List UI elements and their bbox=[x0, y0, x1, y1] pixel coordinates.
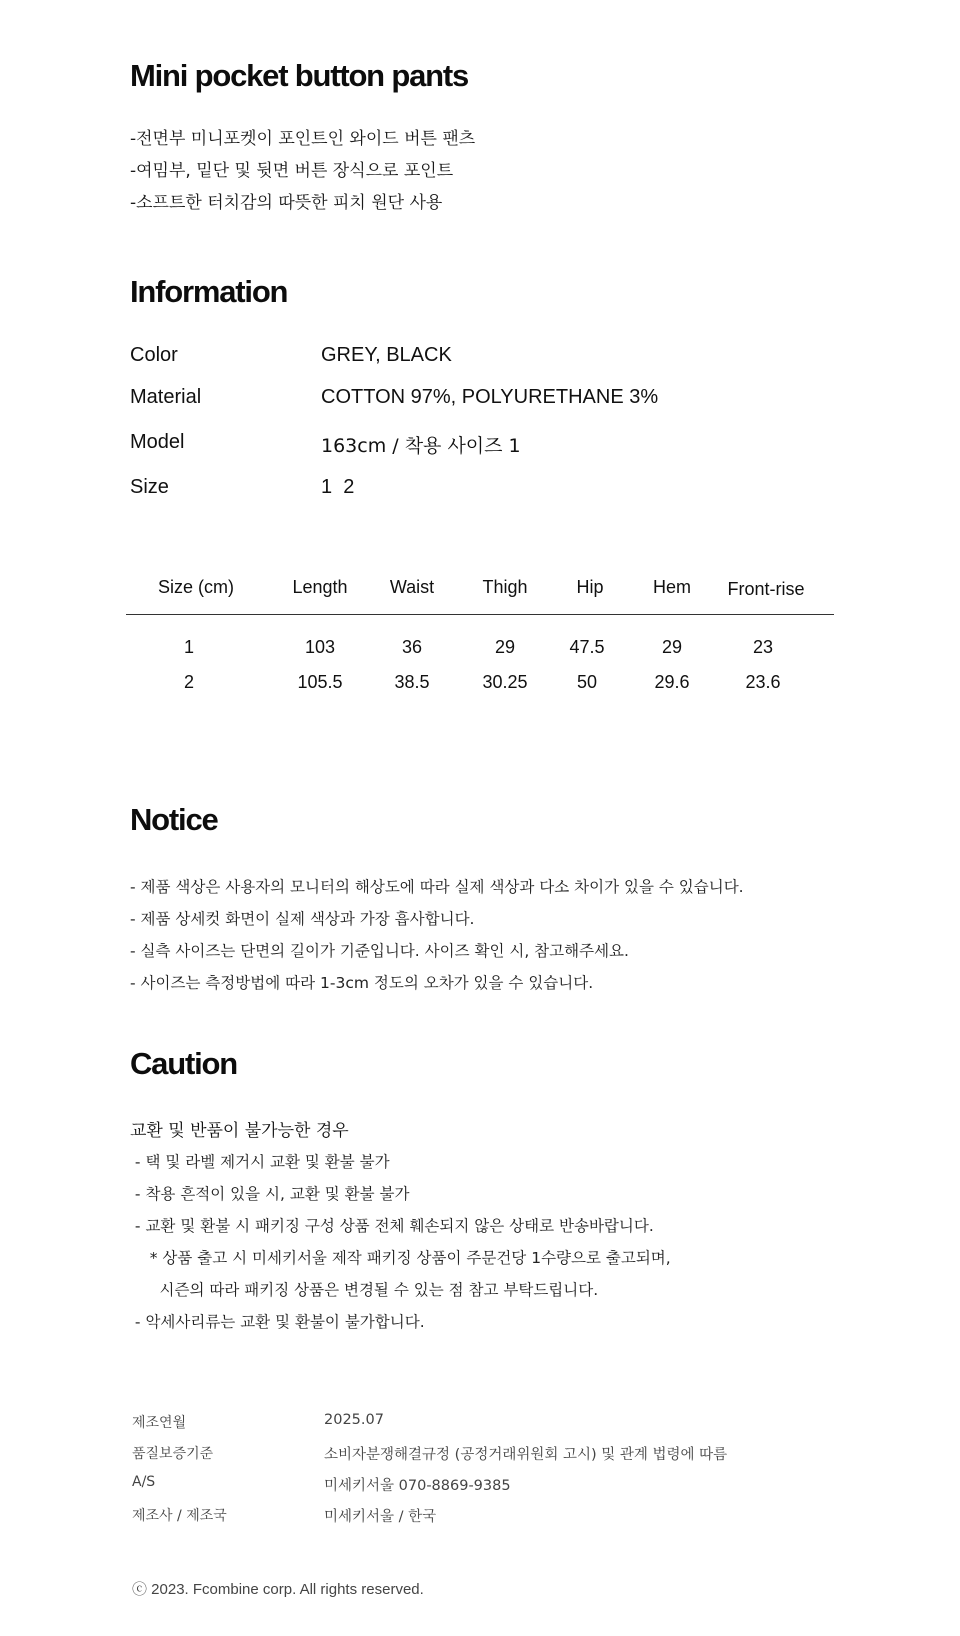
information-heading: Information bbox=[130, 274, 288, 309]
size-table-cell: 47.5 bbox=[569, 637, 605, 657]
size-table-cell: 29 bbox=[661, 637, 683, 657]
meta-label: A/S bbox=[132, 1474, 156, 1490]
meta-value: 미세키서울 / 한국 bbox=[324, 1509, 437, 1525]
caution-line: - 택 및 라벨 제거시 교환 및 환불 불가 bbox=[130, 1153, 390, 1171]
product-description-line: -소프트한 터치감의 따뜻한 피치 원단 사용 bbox=[130, 193, 443, 213]
meta-value: 소비자분쟁해결규정 (공정거래위원회 고시) 및 관계 법령에 따름 bbox=[324, 1447, 728, 1463]
meta-label: 품질보증기준 bbox=[132, 1446, 214, 1462]
notice-line: - 제품 상세컷 화면이 실제 색상과 가장 흡사합니다. bbox=[130, 910, 475, 928]
product-title: Mini pocket button pants bbox=[130, 58, 469, 93]
size-table-cell: 23.6 bbox=[745, 672, 781, 692]
notice-line: - 사이즈는 측정방법에 따라 1-3cm 정도의 오차가 있을 수 있습니다. bbox=[130, 974, 594, 992]
size-table-cell: 36 bbox=[401, 637, 423, 657]
size-table-cell: 2 bbox=[183, 672, 195, 692]
size-table-cell: 1 bbox=[183, 637, 195, 657]
info-label-model: Model bbox=[130, 431, 185, 453]
size-table-header: Waist bbox=[389, 577, 435, 597]
size-table-cell: 38.5 bbox=[394, 672, 430, 692]
size-table-cell: 30.25 bbox=[482, 672, 528, 692]
size-table-header: Hem bbox=[652, 577, 692, 597]
size-table-header: Thigh bbox=[482, 577, 528, 597]
size-table-header: Front-rise bbox=[727, 579, 805, 599]
caution-line: - 교환 및 환불 시 패키징 구성 상품 전체 훼손되지 않은 상태로 반송바랍니다. bbox=[130, 1217, 654, 1235]
caution-line: - 악세사리류는 교환 및 환불이 불가합니다. bbox=[130, 1313, 425, 1331]
size-table-cell: 29 bbox=[494, 637, 516, 657]
product-description-line: -전면부 미니포켓이 포인트인 와이드 버튼 팬츠 bbox=[130, 129, 476, 149]
info-value-color: GREY, BLACK bbox=[321, 344, 452, 366]
size-table-cell: 105.5 bbox=[297, 672, 343, 692]
size-table-divider bbox=[126, 614, 834, 615]
meta-label: 제조연월 bbox=[132, 1415, 187, 1431]
info-value-model: 163cm / 착용 사이즈 1 bbox=[321, 435, 521, 457]
size-table-cell: 29.6 bbox=[654, 672, 690, 692]
size-table-header: Size (cm) bbox=[158, 577, 234, 597]
size-table-header: Length bbox=[292, 577, 348, 597]
notice-line: - 제품 색상은 사용자의 모니터의 해상도에 따라 실제 색상과 다소 차이가 있을 수 있습니다. bbox=[130, 878, 744, 896]
info-label-material: Material bbox=[130, 386, 202, 408]
copyright-text: ⓒ 2023. Fcombine corp. All rights reserved. bbox=[132, 1581, 424, 1598]
size-table-cell: 103 bbox=[304, 637, 336, 657]
info-label-color: Color bbox=[130, 344, 178, 366]
meta-label: 제조사 / 제조국 bbox=[132, 1508, 227, 1524]
caution-subheading: 교환 및 반품이 불가능한 경우 bbox=[130, 1121, 349, 1141]
info-value-size: 1 2 bbox=[321, 476, 355, 498]
size-table-cell: 50 bbox=[576, 672, 598, 692]
caution-line: 시즌의 따라 패키징 상품은 변경될 수 있는 점 참고 부탁드립니다. bbox=[130, 1281, 599, 1299]
caution-heading: Caution bbox=[130, 1046, 237, 1081]
info-label-size: Size bbox=[130, 476, 169, 498]
caution-line: - 착용 흔적이 있을 시, 교환 및 환불 불가 bbox=[130, 1185, 410, 1203]
caution-line: * 상품 출고 시 미세키서울 제작 패키징 상품이 주문건당 1수량으로 출고되며, bbox=[130, 1249, 671, 1267]
meta-value: 미세키서울 070-8869-9385 bbox=[324, 1478, 511, 1494]
size-table-cell: 23 bbox=[752, 637, 774, 657]
notice-heading: Notice bbox=[130, 802, 218, 837]
meta-value: 2025.07 bbox=[324, 1412, 384, 1428]
product-description-line: -여밈부, 밑단 및 뒷면 버튼 장식으로 포인트 bbox=[130, 161, 454, 181]
info-value-material: COTTON 97%, POLYURETHANE 3% bbox=[321, 386, 659, 408]
notice-line: - 실측 사이즈는 단면의 길이가 기준입니다. 사이즈 확인 시, 참고해주세요. bbox=[130, 942, 629, 960]
size-table-header: Hip bbox=[576, 577, 604, 597]
